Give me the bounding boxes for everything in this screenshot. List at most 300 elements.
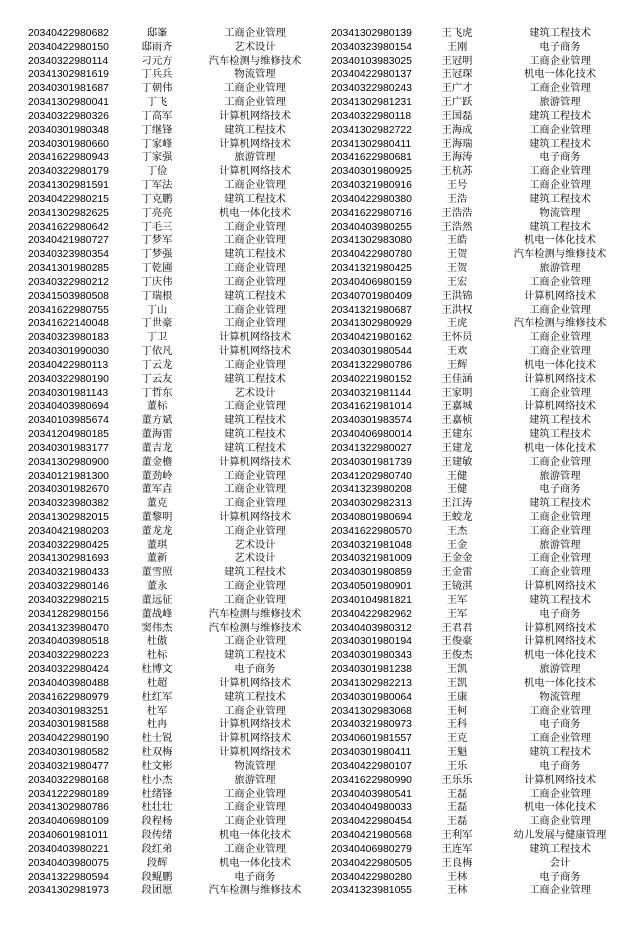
- major-name: 艺术设计: [234, 40, 276, 53]
- student-id: 20341302983068: [331, 705, 412, 717]
- table-row: [331, 373, 627, 387]
- major-name: 建筑工程技术: [529, 428, 591, 441]
- student-id: 20340422982962: [331, 608, 412, 620]
- student-name: 王金金: [441, 552, 473, 565]
- student-id: 20341302981619: [28, 69, 109, 81]
- student-id: 20340406980279: [331, 843, 412, 855]
- student-name: 董黎明: [141, 510, 173, 523]
- major-name: 建筑工程技术: [529, 593, 591, 606]
- table-row: [28, 566, 314, 580]
- major-name: 工商企业管理: [529, 82, 591, 95]
- major-name: 电子商务: [539, 718, 581, 731]
- student-id: 20341622980755: [28, 304, 109, 316]
- table-row: [28, 248, 314, 262]
- student-name: 王浩: [446, 192, 468, 205]
- student-id: 20340103985674: [28, 415, 109, 427]
- student-id: 20340501980901: [331, 581, 412, 593]
- student-name: 王凯: [446, 676, 468, 689]
- student-id: 20340322980326: [28, 110, 109, 122]
- major-name: 工商企业管理: [224, 815, 286, 828]
- table-row: [28, 470, 314, 484]
- student-id: 20340322980243: [331, 83, 412, 95]
- student-id: 20340321980916: [331, 180, 412, 192]
- student-name: 董吉龙: [141, 441, 173, 454]
- student-name: 丁瑞根: [141, 289, 173, 302]
- student-name: 丁克鹏: [141, 192, 173, 205]
- student-name: 丁家峰: [141, 137, 173, 150]
- student-id: 20341323981055: [331, 885, 412, 897]
- table-row: [331, 428, 627, 442]
- major-name: 建筑工程技术: [529, 414, 591, 427]
- table-row: [28, 829, 314, 843]
- student-id: 20340422980780: [331, 249, 412, 261]
- major-name: 计算机网络技术: [218, 732, 292, 745]
- major-name: 电子商务: [539, 151, 581, 164]
- student-name: 段程杨: [141, 815, 173, 828]
- table-row: [28, 677, 314, 691]
- student-id: 20341302983080: [331, 235, 412, 247]
- table-row: [28, 96, 314, 110]
- table-row: [28, 732, 314, 746]
- student-name: 丁继锋: [141, 123, 173, 136]
- student-id: 20340301980411: [331, 747, 412, 759]
- student-id: 20341302981591: [28, 180, 109, 192]
- student-id: 20340323980154: [331, 41, 412, 53]
- student-name: 王乐乐: [441, 773, 473, 786]
- table-row: [331, 41, 627, 55]
- student-id: 20341622980681: [331, 152, 412, 164]
- major-name: 建筑工程技术: [224, 690, 286, 703]
- student-name: 邸雨齐: [141, 40, 173, 53]
- table-row: [28, 151, 314, 165]
- table-row: [28, 774, 314, 788]
- student-name: 杜文彬: [141, 759, 173, 772]
- major-name: 建筑工程技术: [224, 248, 286, 261]
- student-name: 王健: [446, 483, 468, 496]
- student-name: 王军: [446, 593, 468, 606]
- table-row: [331, 871, 627, 885]
- major-name: 旅游管理: [234, 773, 276, 786]
- student-id: 20340422980280: [331, 871, 412, 883]
- student-name: 董琪: [146, 538, 168, 551]
- student-name: 王蛟龙: [441, 510, 473, 523]
- major-name: 工商企业管理: [529, 815, 591, 828]
- table-row: [28, 304, 314, 318]
- student-name: 丁梦军: [141, 234, 173, 247]
- student-id: 20340301983574: [331, 415, 412, 427]
- student-name: 王克: [446, 732, 468, 745]
- student-id: 20340422980113: [28, 359, 109, 371]
- major-name: 建筑工程技术: [529, 220, 591, 233]
- major-name: 艺术设计: [234, 386, 276, 399]
- major-name: 建筑工程技术: [529, 192, 591, 205]
- student-name: 王广才: [441, 82, 473, 95]
- major-name: 汽车检测与维修技术: [208, 607, 302, 620]
- student-id: 20340322980212: [28, 276, 109, 288]
- major-name: 汽车检测与维修技术: [208, 54, 302, 67]
- student-id: 20340321981048: [331, 539, 412, 551]
- table-row: [331, 525, 627, 539]
- table-row: [28, 594, 314, 608]
- student-name: 丁梦强: [141, 248, 173, 261]
- major-name: 工商企业管理: [529, 345, 591, 358]
- major-name: 建筑工程技术: [529, 497, 591, 510]
- student-name: 王杰: [446, 524, 468, 537]
- table-row: [331, 262, 627, 276]
- table-row: [28, 622, 314, 636]
- student-name: 董劲岭: [141, 469, 173, 482]
- student-id: 20341302980786: [28, 802, 109, 814]
- table-row: [331, 68, 627, 82]
- student-name: 段红弟: [141, 842, 173, 855]
- major-name: 汽车检测与维修技术: [513, 317, 607, 330]
- major-name: 机电一体化技术: [523, 358, 597, 371]
- student-id: 20340601981011: [28, 830, 109, 842]
- major-name: 工商企业管理: [529, 179, 591, 192]
- major-name: 计算机网络技术: [523, 400, 597, 413]
- student-name: 王杭苏: [441, 165, 473, 178]
- student-name: 段传绪: [141, 829, 173, 842]
- student-name: 王乐: [446, 759, 468, 772]
- major-name: 工商企业管理: [224, 483, 286, 496]
- major-name: 工商企业管理: [224, 358, 286, 371]
- student-id: 20340301982670: [28, 484, 109, 496]
- student-name: 王海涛: [441, 151, 473, 164]
- student-name: 王欢: [446, 345, 468, 358]
- table-row: [331, 649, 627, 663]
- student-name: 杜绪锋: [141, 787, 173, 800]
- student-id: 20340322980190: [28, 373, 109, 385]
- table-row: [28, 331, 314, 345]
- major-name: 艺术设计: [234, 552, 276, 565]
- table-row: [331, 774, 627, 788]
- table-row: [28, 234, 314, 248]
- left-column: [28, 27, 314, 898]
- table-row: [28, 41, 314, 55]
- table-row: [28, 663, 314, 677]
- table-row: [331, 539, 627, 553]
- table-row: [331, 193, 627, 207]
- student-name: 王磊: [446, 787, 468, 800]
- student-name: 王宏: [446, 275, 468, 288]
- student-id: 20340301980582: [28, 747, 109, 759]
- major-name: 机电一体化技术: [523, 68, 597, 81]
- major-name: 工商企业管理: [529, 386, 591, 399]
- table-row: [331, 276, 627, 290]
- student-id: 20340301981588: [28, 719, 109, 731]
- student-id: 20340321980477: [28, 760, 109, 772]
- table-row: [331, 456, 627, 470]
- major-name: 计算机网络技术: [218, 746, 292, 759]
- major-name: 工商企业管理: [529, 787, 591, 800]
- major-name: 电子商务: [539, 759, 581, 772]
- table-row: [28, 165, 314, 179]
- student-id: 20340404980033: [331, 802, 412, 814]
- table-row: [331, 442, 627, 456]
- major-name: 机电一体化技术: [523, 441, 597, 454]
- table-row: [331, 580, 627, 594]
- student-name: 王康: [446, 690, 468, 703]
- student-id: 20340403980518: [28, 636, 109, 648]
- major-name: 建筑工程技术: [224, 441, 286, 454]
- major-name: 旅游管理: [539, 469, 581, 482]
- major-name: 工商企业管理: [529, 884, 591, 897]
- student-name: 王建龙: [441, 441, 473, 454]
- student-name: 王怀员: [441, 331, 473, 344]
- student-name: 王浩浩: [441, 206, 473, 219]
- table-row: [331, 27, 627, 41]
- major-name: 机电一体化技术: [218, 206, 292, 219]
- table-row: [28, 428, 314, 442]
- student-id: 20341302982015: [28, 511, 109, 523]
- table-row: [331, 511, 627, 525]
- student-name: 杜小杰: [141, 773, 173, 786]
- table-row: [331, 746, 627, 760]
- major-name: 计算机网络技术: [218, 331, 292, 344]
- table-row: [28, 262, 314, 276]
- student-id: 20340322980146: [28, 581, 109, 593]
- student-name: 董金檐: [141, 455, 173, 468]
- student-id: 20341302981693: [28, 553, 109, 565]
- student-id: 20341622980570: [331, 525, 412, 537]
- student-name: 王浩然: [441, 220, 473, 233]
- student-id: 20340301981143: [28, 387, 109, 399]
- major-name: 建筑工程技术: [529, 27, 591, 39]
- student-name: 董海雷: [141, 428, 173, 441]
- table-row: [28, 705, 314, 719]
- table-row: [331, 884, 627, 898]
- major-name: 建筑工程技术: [224, 428, 286, 441]
- student-name: 董军垚: [141, 483, 173, 496]
- table-row: [28, 552, 314, 566]
- student-id: 20341302982722: [331, 124, 412, 136]
- student-id: 20341282980156: [28, 608, 109, 620]
- student-name: 丁世豪: [141, 317, 173, 330]
- table-row: [28, 373, 314, 387]
- student-name: 杜博文: [141, 663, 173, 676]
- student-id: 20340121981300: [28, 470, 109, 482]
- student-id: 20340301983177: [28, 442, 109, 454]
- table-row: [28, 511, 314, 525]
- student-id: 20341302982625: [28, 207, 109, 219]
- student-id: 20340322980223: [28, 650, 109, 662]
- student-id: 20341222980189: [28, 788, 109, 800]
- major-name: 工商企业管理: [529, 331, 591, 344]
- major-name: 工商企业管理: [224, 303, 286, 316]
- student-name: 王良梅: [441, 856, 473, 869]
- student-id: 20341622140048: [28, 318, 109, 330]
- student-name: 王俊杰: [441, 649, 473, 662]
- student-name: 王金: [446, 538, 468, 551]
- student-id: 20340103983025: [331, 55, 412, 67]
- table-row: [331, 207, 627, 221]
- student-id: 20340422980150: [28, 41, 109, 53]
- student-name: 王镜淇: [441, 580, 473, 593]
- student-id: 20340601981557: [331, 733, 412, 745]
- major-name: 电子商务: [539, 607, 581, 620]
- major-name: 工商企业管理: [529, 303, 591, 316]
- student-name: 王洪锦: [441, 289, 473, 302]
- major-name: 物流管理: [539, 690, 581, 703]
- major-name: 物流管理: [234, 759, 276, 772]
- student-name: 丁哲东: [141, 386, 173, 399]
- student-name: 丁兵兵: [141, 68, 173, 81]
- major-name: 电子商务: [234, 663, 276, 676]
- student-name: 王家明: [441, 386, 473, 399]
- table-row: [331, 788, 627, 802]
- table-row: [28, 815, 314, 829]
- student-id: 20340321980433: [28, 567, 109, 579]
- table-row: [331, 608, 627, 622]
- student-id: 20340301980348: [28, 124, 109, 136]
- major-name: 汽车检测与维修技术: [208, 621, 302, 634]
- table-row: [28, 456, 314, 470]
- table-row: [331, 414, 627, 428]
- table-row: [28, 124, 314, 138]
- major-name: 计算机网络技术: [523, 773, 597, 786]
- student-id: 20340301980859: [331, 567, 412, 579]
- major-name: 工商企业管理: [224, 787, 286, 800]
- student-id: 20341302980929: [331, 318, 412, 330]
- student-id: 20340422980454: [331, 816, 412, 828]
- table-row: [331, 165, 627, 179]
- table-row: [28, 400, 314, 414]
- student-name: 丁亮亮: [141, 206, 173, 219]
- student-id: 20341621981014: [331, 401, 412, 413]
- table-row: [28, 82, 314, 96]
- table-row: [331, 359, 627, 373]
- student-name: 邸峯: [146, 27, 168, 39]
- table-row: [331, 552, 627, 566]
- major-name: 计算机网络技术: [523, 372, 597, 385]
- student-id: 20340701980409: [331, 290, 412, 302]
- table-row: [331, 331, 627, 345]
- table-row: [331, 483, 627, 497]
- major-name: 工商企业管理: [224, 635, 286, 648]
- table-row: [331, 718, 627, 732]
- major-name: 计算机网络技术: [218, 137, 292, 150]
- student-name: 丁依凡: [141, 345, 173, 358]
- student-name: 丁家强: [141, 151, 173, 164]
- major-name: 计算机网络技术: [523, 289, 597, 302]
- table-row: [28, 635, 314, 649]
- student-id: 20340406980159: [331, 276, 412, 288]
- table-row: [28, 55, 314, 69]
- student-id: 20341202980740: [331, 470, 412, 482]
- table-row: [28, 884, 314, 898]
- student-id: 20341302980139: [331, 28, 412, 39]
- student-id: 20340421980727: [28, 235, 109, 247]
- major-name: 工商企业管理: [224, 262, 286, 275]
- student-id: 20340322980215: [28, 594, 109, 606]
- student-name: 杜超: [146, 676, 168, 689]
- major-name: 机电一体化技术: [523, 234, 597, 247]
- table-row: [28, 138, 314, 152]
- table-row: [28, 608, 314, 622]
- table-row: [28, 788, 314, 802]
- student-id: 20340323980382: [28, 498, 109, 510]
- student-id: 20340421980203: [28, 525, 109, 537]
- student-name: 丁朝伟: [141, 82, 173, 95]
- student-id: 20340301983251: [28, 705, 109, 717]
- major-name: 工商企业管理: [224, 317, 286, 330]
- major-name: 汽车检测与维修技术: [513, 248, 607, 261]
- student-name: 王凯: [446, 663, 468, 676]
- student-id: 20340323980183: [28, 332, 109, 344]
- table-row: [28, 649, 314, 663]
- student-id: 20340801980694: [331, 511, 412, 523]
- student-id: 20340422980107: [331, 760, 412, 772]
- major-name: 机电一体化技术: [218, 829, 292, 842]
- student-name: 杜冉: [146, 718, 168, 731]
- table-row: [28, 442, 314, 456]
- student-name: 王皓: [446, 234, 468, 247]
- student-id: 20340323980354: [28, 249, 109, 261]
- student-name: 丁云友: [141, 372, 173, 385]
- major-name: 工商企业管理: [224, 593, 286, 606]
- table-row: [28, 746, 314, 760]
- student-id: 20341321980425: [331, 263, 412, 275]
- table-row: [28, 387, 314, 401]
- major-name: 物流管理: [539, 206, 581, 219]
- table-row: [331, 594, 627, 608]
- student-id: 20341302981231: [331, 97, 412, 109]
- table-row: [331, 304, 627, 318]
- student-name: 刁元方: [141, 54, 173, 67]
- table-row: [28, 345, 314, 359]
- table-row: [331, 221, 627, 235]
- major-name: 物流管理: [234, 68, 276, 81]
- student-id: 20340421980568: [331, 830, 412, 842]
- student-name: 丁云龙: [141, 358, 173, 371]
- major-name: 工商企业管理: [224, 801, 286, 814]
- major-name: 建筑工程技术: [224, 289, 286, 302]
- student-id: 20341302980411: [331, 138, 412, 150]
- student-id: 20340322980168: [28, 774, 109, 786]
- table-row: [28, 110, 314, 124]
- student-id: 20340406980014: [331, 429, 412, 441]
- student-name: 王贺: [446, 262, 468, 275]
- student-id: 20341204980185: [28, 429, 109, 441]
- student-name: 丁卫: [146, 331, 168, 344]
- student-id: 20340422980380: [331, 193, 412, 205]
- student-name: 王辉: [446, 358, 468, 371]
- major-name: 工商企业管理: [224, 220, 286, 233]
- student-id: 20341622980990: [331, 774, 412, 786]
- major-name: 工商企业管理: [224, 96, 286, 109]
- major-name: 旅游管理: [539, 96, 581, 109]
- table-row: [28, 317, 314, 331]
- table-row: [331, 290, 627, 304]
- table-row: [28, 193, 314, 207]
- table-row: [331, 635, 627, 649]
- table-row: [331, 82, 627, 96]
- major-name: 计算机网络技术: [523, 621, 597, 634]
- student-id: 20340301980064: [331, 691, 412, 703]
- student-id: 20340301981238: [331, 664, 412, 676]
- student-id: 20340301980343: [331, 650, 412, 662]
- student-id: 20340301981739: [331, 456, 412, 468]
- major-name: 工商企业管理: [529, 54, 591, 67]
- student-name: 王磊: [446, 815, 468, 828]
- table-row: [331, 677, 627, 691]
- major-name: 旅游管理: [539, 663, 581, 676]
- major-name: 工商企业管理: [224, 497, 286, 510]
- table-row: [331, 815, 627, 829]
- major-name: 电子商务: [539, 40, 581, 53]
- major-name: 工商企业管理: [529, 455, 591, 468]
- student-id: 20340322980424: [28, 664, 109, 676]
